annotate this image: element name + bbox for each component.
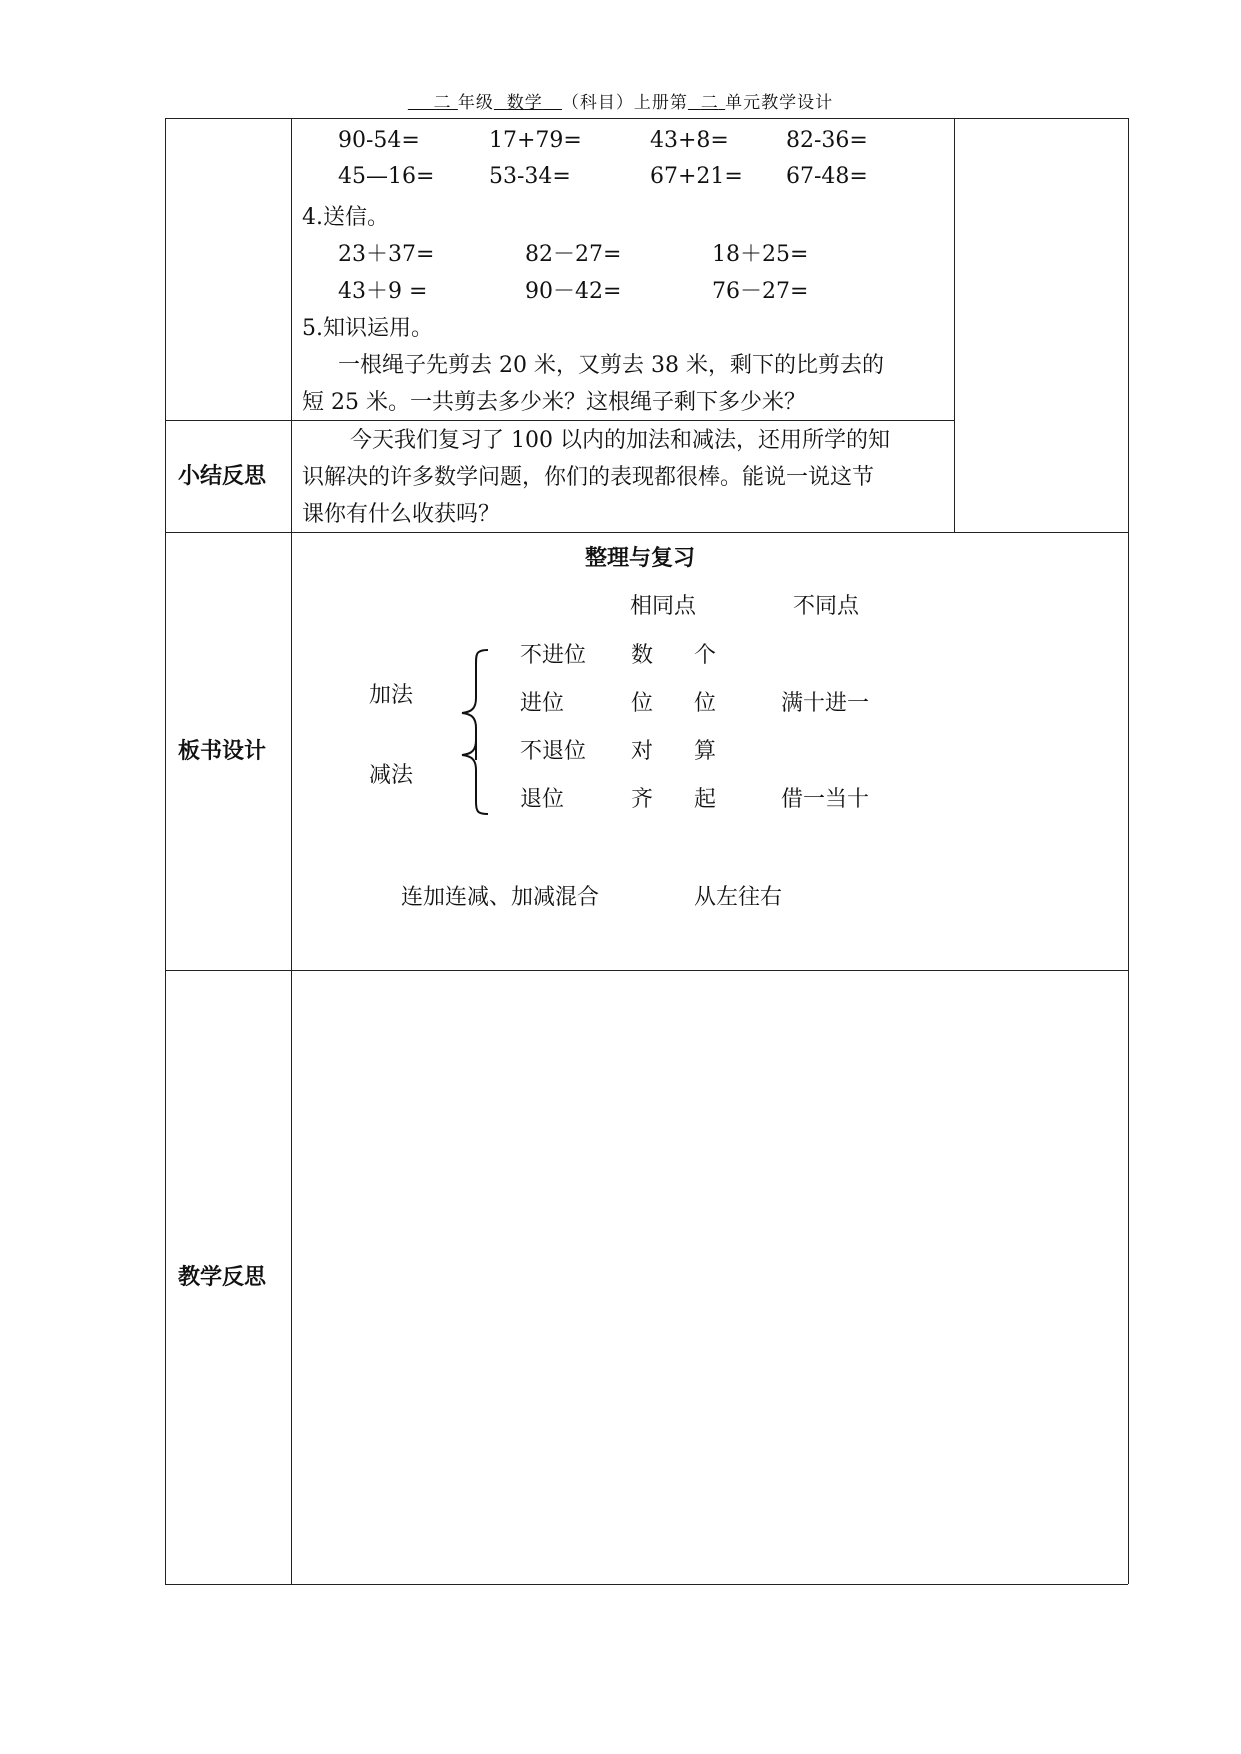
calc-1-1: 90-54= xyxy=(338,128,420,153)
board-col2-c: 算 xyxy=(694,739,717,764)
board-col2-d: 起 xyxy=(694,787,717,812)
calc-2-3: 67+21= xyxy=(650,164,743,189)
board-diff-add: 满十进一 xyxy=(781,691,870,716)
item5-line1: 一根绳子先剪去 20 米，又剪去 38 米，剩下的比剪去的 xyxy=(338,353,884,378)
board-row-b-type: 进位 xyxy=(520,691,565,716)
item4-title: 4.送信。 xyxy=(302,205,389,230)
calc-1-3: 43+8= xyxy=(650,128,729,153)
header-grade: 二 xyxy=(433,93,452,113)
board-title: 整理与复习 xyxy=(585,546,696,571)
board-label: 板书设计 xyxy=(178,739,267,764)
header-grade-suffix: 年级 xyxy=(457,93,494,113)
calc-1-4: 82-36= xyxy=(786,128,868,153)
calc-3-3: 18＋25= xyxy=(712,242,809,267)
brace-sub-icon xyxy=(458,728,494,818)
header-subject: 数学 xyxy=(506,93,543,113)
board-col1-d: 齐 xyxy=(631,787,654,812)
calc-2-4: 67-48= xyxy=(786,164,868,189)
board-col2-b: 位 xyxy=(694,691,717,716)
calc-2-1: 45—16= xyxy=(338,164,435,189)
board-col1-c: 对 xyxy=(631,739,654,764)
calc-1-2: 17+79= xyxy=(489,128,582,153)
board-col1-b: 位 xyxy=(631,691,654,716)
header-subject-paren: （科目）上册第 xyxy=(561,93,688,113)
board-row-a-type: 不进位 xyxy=(520,643,587,668)
calc-3-2: 82－27= xyxy=(525,242,622,267)
calc-4-2: 90－42= xyxy=(525,279,622,304)
calc-2-2: 53-34= xyxy=(489,164,571,189)
board-diff-sub: 借一当十 xyxy=(781,787,870,812)
page-header xyxy=(0,88,1241,113)
board-mixed: 连加连减、加减混合 xyxy=(401,885,600,910)
header-unit: 二 xyxy=(700,93,719,113)
board-col2-a: 个 xyxy=(694,643,717,668)
board-sub: 减法 xyxy=(369,763,414,788)
board-row-d-type: 退位 xyxy=(520,787,565,812)
board-col1-a: 数 xyxy=(631,643,654,668)
board-order: 从左往右 xyxy=(694,885,783,910)
board-col-diff: 不同点 xyxy=(793,594,860,619)
summary-line3: 课你有什么收获吗？ xyxy=(302,502,501,527)
summary-line1: 今天我们复习了 100 以内的加法和减法，还用所学的知 xyxy=(350,428,890,453)
calc-4-1: 43＋9 = xyxy=(338,279,428,304)
item5-line2: 短 25 米。一共剪去多少米？这根绳子剩下多少米？ xyxy=(302,390,806,415)
reflection-label: 教学反思 xyxy=(178,1265,267,1290)
item5-title: 5.知识运用。 xyxy=(302,316,433,341)
board-add: 加法 xyxy=(369,683,414,708)
header-unit-suffix: 单元教学设计 xyxy=(725,93,834,113)
reflection-content-area xyxy=(292,972,1127,1582)
calc-3-1: 23＋37= xyxy=(338,242,435,267)
board-row-c-type: 不退位 xyxy=(520,739,587,764)
board-col-same: 相同点 xyxy=(630,594,697,619)
summary-line2: 识解决的许多数学问题，你们的表现都很棒。能说一说这节 xyxy=(302,465,875,490)
summary-label: 小结反思 xyxy=(178,464,267,489)
calc-4-3: 76－27= xyxy=(712,279,809,304)
